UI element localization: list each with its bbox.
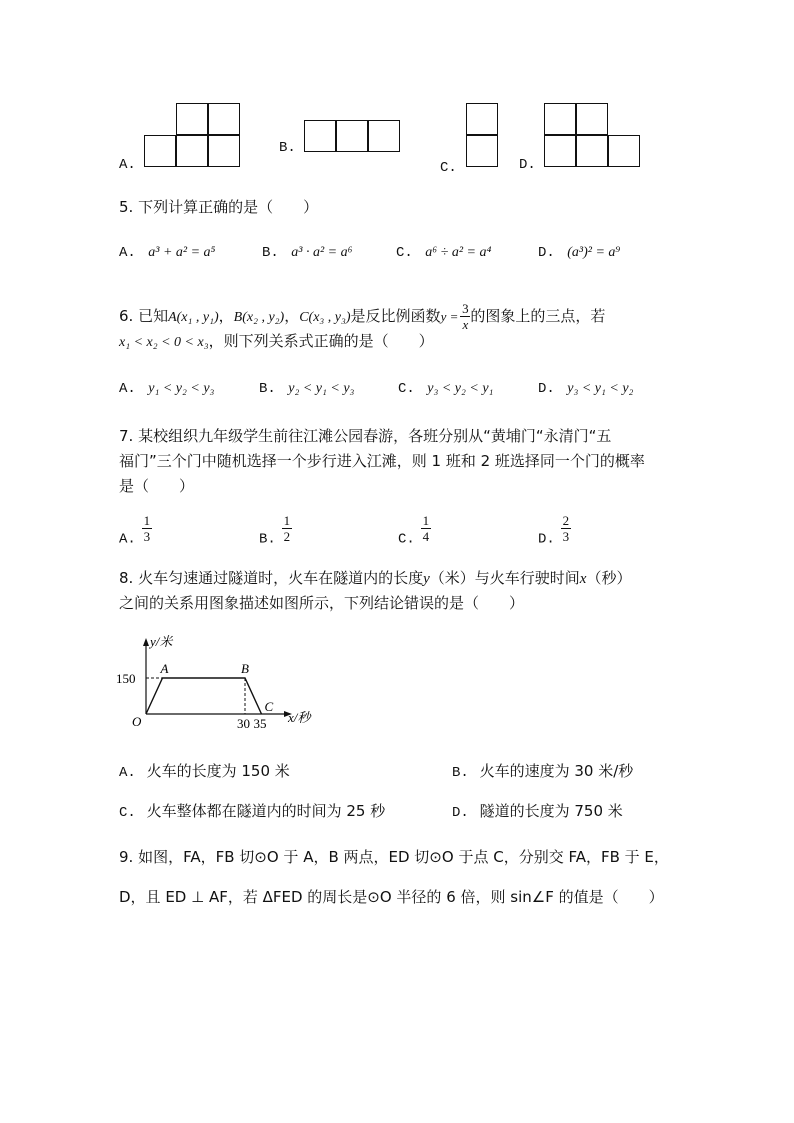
q6-option: B. y₂ < y₁ < y₃ — [259, 381, 355, 397]
q4-b-cell — [336, 120, 368, 152]
y-tick-label: 150 — [116, 671, 136, 686]
q8-graph — [110, 630, 330, 730]
q4-a-cell — [208, 135, 240, 167]
q6-option: C. y₃ < y₂ < y₁ — [398, 381, 494, 397]
q6-fraction: $\frac{3}{x}$ — [462, 301, 469, 332]
q4-d-cell — [544, 103, 576, 135]
x-tick-label: 30 — [237, 716, 250, 730]
q8-option: A. 火车的长度为 150 米 — [119, 762, 290, 781]
y-axis-label: y/米 — [150, 634, 173, 649]
q4-b-cell — [304, 120, 336, 152]
q4-option-c-label: C. — [440, 160, 457, 176]
q4-c-cell — [466, 103, 498, 135]
q4-d-cell — [608, 135, 640, 167]
q9-line2: D，且 ED ⊥ AF，若 ΔFED 的周长是⊙O 半径的 6 倍，则 sin∠F 的值是（ ） — [119, 888, 664, 906]
q4-d-cell — [576, 103, 608, 135]
q6-line2: x₁ < x₂ < 0 < x₃，则下列关系式正确的是（ ） — [119, 332, 434, 350]
q5-option: D. (a³)² = a⁹ — [538, 245, 621, 261]
q8-option: C. 火车整体都在隧道内的时间为 25 秒 — [119, 802, 386, 821]
q7-line2: 福门”三个门中随机选择一个步行进入江滩，则 1 班和 2 班选择同一个门的概率 — [119, 452, 645, 470]
q7-option: B. $\frac{1}{2}$ — [259, 513, 291, 548]
q6-option: D. y₃ < y₁ < y₂ — [538, 381, 634, 397]
q8-option: B. 火车的速度为 30 米/秒 — [452, 762, 634, 781]
x-tick-label: 35 — [253, 716, 267, 730]
q4-option-a-label: A. — [119, 157, 136, 173]
q7-line3: 是（ ） — [119, 477, 195, 495]
x-axis-label: x/秒 — [288, 710, 311, 725]
point-label-C: C — [264, 699, 274, 714]
q4-c-cell — [466, 135, 498, 167]
q5-option: B. a³ · a² = a⁶ — [262, 245, 353, 261]
q4-b-cell — [368, 120, 400, 152]
q4-option-d-label: D. — [519, 157, 536, 173]
q7-option: C. $\frac{1}{4}$ — [398, 513, 430, 548]
q5-stem: 5. 下列计算正确的是（ ） — [119, 198, 319, 216]
q4-a-cell — [144, 135, 176, 167]
q7-option: A. $\frac{1}{3}$ — [119, 513, 151, 548]
point-label-O: O — [132, 714, 142, 729]
series-line — [146, 678, 262, 714]
q9-line1: 9. 如图，FA，FB 切⊙O 于 A，B 两点，ED 切⊙O 于点 C，分别交 FA，FB 于 E， — [119, 848, 669, 866]
q6-option: A. y₁ < y₂ < y₃ — [119, 381, 215, 397]
point-label-A: A — [160, 661, 169, 676]
q4-a-cell — [176, 103, 208, 135]
q7-line1: 7. 某校组织九年级学生前往江滩公园春游，各班分别从“黄埔门“永清门“五 — [119, 427, 612, 445]
q4-a-cell — [208, 103, 240, 135]
q4-option-b-label: B. — [279, 140, 296, 156]
q6-line1: 6. 已知A(x₁ , y₁)，B(x₂ , y₂)，C(x₃ , y₃)是反比例函数y = $\frac{3}{x}$ 的图象上的三点，若 — [119, 301, 606, 332]
point-label-B: B — [241, 661, 249, 676]
q8-option: D. 隧道的长度为 750 米 — [452, 802, 623, 821]
q4-d-cell — [576, 135, 608, 167]
q5-option: C. a⁶ ÷ a² = a⁴ — [396, 245, 492, 261]
y-axis-arrow — [143, 638, 149, 646]
q5-option: A. a³ + a² = a⁵ — [119, 245, 216, 261]
q8-line2: 之间的关系用图象描述如图所示，下列结论错误的是（ ） — [119, 594, 525, 612]
q8-line1: 8. 火车匀速通过隧道时，火车在隧道内的长度y（米）与火车行驶时间x（秒） — [119, 569, 632, 587]
q4-a-cell — [176, 135, 208, 167]
q4-d-cell — [544, 135, 576, 167]
q7-option: D. $\frac{2}{3}$ — [538, 513, 570, 548]
